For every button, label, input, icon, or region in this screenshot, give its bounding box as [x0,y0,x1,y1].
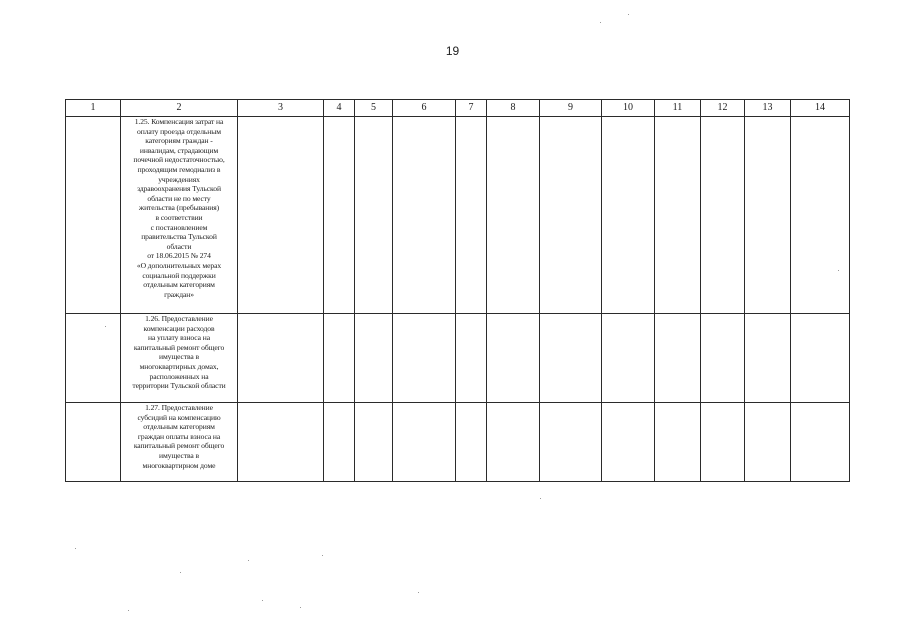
column-header: 4 [324,100,355,117]
table-cell [238,403,324,482]
column-header: 13 [745,100,791,117]
table-cell [701,403,745,482]
table-cell [66,314,121,403]
column-header: 14 [791,100,850,117]
table-cell [701,314,745,403]
description-line: многоквартирном доме [142,460,216,470]
table-cell [655,403,701,482]
description-line: социальной поддержки [142,270,216,280]
table-cell [791,403,850,482]
scan-speck [262,600,263,601]
table-row [66,117,850,314]
scan-speck [600,22,601,23]
table-cell [456,117,487,314]
description-line: компенсации расходов [143,323,215,333]
table-cell [355,314,393,403]
table-cell [456,314,487,403]
table-cell [701,117,745,314]
page-number: 19 [445,44,460,58]
scan-speck [300,607,301,608]
column-header: 7 [456,100,487,117]
scan-speck [105,326,106,327]
data-table [65,99,850,482]
table-cell [355,403,393,482]
description-line: капитальный ремонт общего [133,342,225,352]
table-cell [791,314,850,403]
scan-speck [838,270,839,271]
description-line: граждан оплаты взноса на [137,431,221,441]
description-line: капитальный ремонт общего [133,441,225,451]
table-cell [355,117,393,314]
description-line: отдельным категориям [143,280,215,290]
table-cell [456,403,487,482]
description-line: области не по месту [147,193,211,203]
table-cell [487,117,540,314]
scan-speck [628,14,629,15]
table-cell [540,117,602,314]
column-header: 11 [655,100,701,117]
table-cell [540,403,602,482]
table-cell [602,117,655,314]
table-cell [655,314,701,403]
table-cell [393,403,456,482]
column-header: 5 [355,100,393,117]
scan-speck [248,560,249,561]
table-cell [324,314,355,403]
table-cell [238,117,324,314]
description-line: оплату проезда отдельным [137,126,221,136]
table-cell [487,314,540,403]
table-cell [745,314,791,403]
description-line: с постановлением [150,222,208,232]
table-cell [791,117,850,314]
column-header: 3 [238,100,324,117]
description-line: имущества в [158,352,199,362]
scan-speck [75,548,76,549]
column-header: 10 [602,100,655,117]
scan-speck [322,555,323,556]
description-line: области [166,241,192,251]
description-line: в соответствии [155,212,203,222]
table-cell [745,117,791,314]
column-header: 12 [701,100,745,117]
column-header: 1 [66,100,121,117]
scan-speck [540,498,541,499]
description-line: 1.27. Предоставление [145,403,213,412]
table-cell [393,314,456,403]
table-cell [745,403,791,482]
column-header: 2 [121,100,238,117]
description-line: расположенных на [149,371,209,381]
description-line: отдельным категориям [143,422,215,432]
row-description [121,403,238,482]
table-cell [655,117,701,314]
description-line: субсидий на компенсацию [137,412,221,422]
header-row [66,100,850,117]
table-cell [324,117,355,314]
table-cell [66,403,121,482]
description-line: инвалидам, страдающим [139,145,219,155]
description-line: территории Тульской области [132,381,226,391]
description-line: жительства (пребывания) [138,203,220,213]
description-line: имущества в [158,450,199,460]
description-line: учреждениях [158,174,200,184]
scan-speck [180,572,181,573]
table-row [66,403,850,482]
description-line: многоквартирных домах, [139,361,219,371]
description-line: проходящим гемодиализ в [137,164,221,174]
description-line: «О дополнительных мерах [136,260,222,270]
description-line: на уплату взноса на [148,333,210,343]
table-cell [324,403,355,482]
description-line: правительства Тульской [141,232,217,242]
table-cell [66,117,121,314]
column-header: 6 [393,100,456,117]
table-cell [238,314,324,403]
row-description [121,314,238,403]
description-line: 1.26. Предоставление [145,314,213,323]
table-cell [602,314,655,403]
description-line: категориям граждан - [145,136,213,146]
description-line: 1.25. Компенсация затрат на [134,117,224,126]
table-cell [602,403,655,482]
scan-speck [418,592,419,593]
scan-speck [128,610,129,611]
table-row [66,314,850,403]
table-cell [393,117,456,314]
row-description [121,117,238,314]
description-line: граждан» [164,289,194,299]
column-header: 8 [487,100,540,117]
description-line: почечной недостаточностью, [133,155,225,165]
description-line: от 18.06.2015 № 274 [147,251,211,261]
column-header: 9 [540,100,602,117]
description-line: здравоохранения Тульской [137,184,221,194]
table-cell [487,403,540,482]
table-cell [540,314,602,403]
